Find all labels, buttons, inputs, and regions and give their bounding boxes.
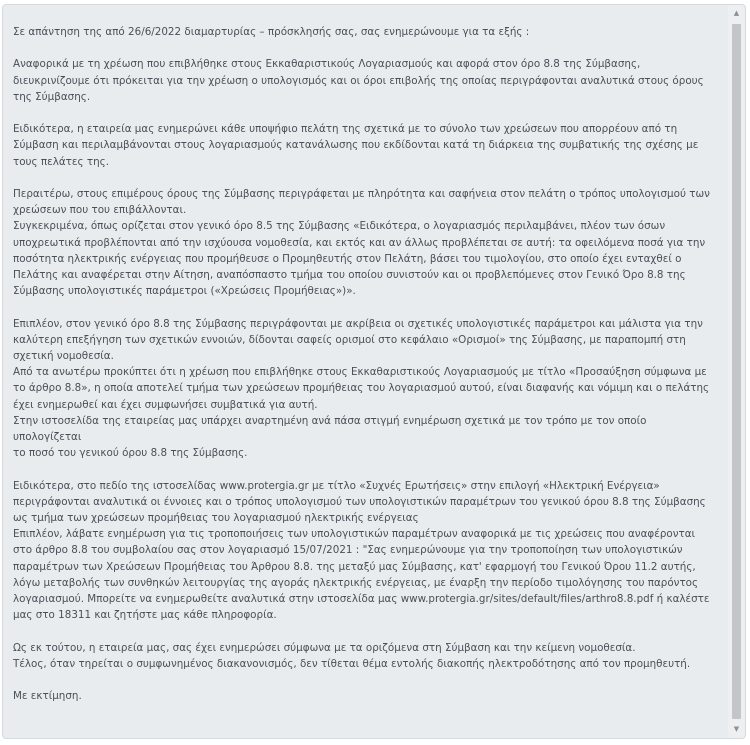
scroll-down-icon[interactable]: ▼	[733, 725, 740, 733]
paragraph-customer-info	[13, 121, 718, 170]
text-line: της Σύμβασης.	[13, 90, 91, 103]
reply-text-content[interactable]	[3, 5, 728, 738]
text-line: Σε απάντηση της από 26/6/2022 διαμαρτυρίας – πρόσκλησής σας, σας ενημερώνουμε για τα εξής :	[13, 26, 530, 38]
text-line: υποχρεωτικά προβλέπονται από την ισχύουσα νομοθεσία, και εκτός και αν άλλως προβλέπεται σε αυτή: τα οφειλόμενα ποσά για την	[13, 236, 706, 249]
text-line: Περαιτέρω, στους επιμέρους όρους της Σύμβασης περιγράφεται με πληρότητα και σαφήνεια στον πελάτη ο τρόπος υπολογισμού των	[13, 187, 710, 200]
text-line: το άρθρο 8.8», η οποία αποτελεί τμήμα των χρεώσεων προμήθειας του λογαριασμού αυτού, είναι διαφανής και νόμιμη και ο πελάτης	[13, 382, 710, 395]
text-line: περιγράφονται αναλυτικά οι έννοιες και ο τρόπος υπολογισμού των υπολογιστικών παραμέτρων του γενικού όρου 8.8 της Σύμβασης	[13, 495, 706, 508]
text-line: Αναφορικά με τη χρέωση που επιβλήθηκε στους Εκκαθαριστικούς Λογαριασμούς και αφορά στον όρο 8.8 της Σύμβασης,	[13, 58, 641, 71]
text-line: Πελάτης και αναφέρεται στην Αίτηση, αναπόσπαστο τμήμα του οποίου συνιστούν και οι προβλεπόμενες στον Γενικό Όρο 8.8 της	[13, 269, 686, 281]
paragraph-charge-reference	[13, 56, 718, 105]
text-line: λογαριασμού. Μπορείτε να ενημερωθείτε αναλυτικά στην ιστοσελίδα μας www.protergia.gr/sites/default/files/arthro8.8.pdf ή καλέστε	[13, 593, 710, 606]
paragraph-term-8-8	[13, 316, 718, 462]
text-line: ποσότητα ηλεκτρικής ενέργειας που προμήθευσε ο Προμηθευτής στον Πελάτη, βάσει του τιμολογίου, στο οποίο έχει ενταχθεί ο	[13, 252, 682, 265]
vertical-scrollbar[interactable]	[728, 5, 745, 738]
text-line: τους πελάτες της.	[13, 155, 109, 168]
reply-textarea[interactable]	[2, 4, 746, 739]
text-line: καλύτερη επεξήγηση των σχετικών εννοιών, δίδονται σαφείς ορισμοί στο κεφάλαιο «Ορισμοί» της Σύμβασης, με παραπομπή στη	[13, 333, 686, 346]
text-line: Σύμβαση και περιλαμβάνονται στους λογαριασμούς κατανάλωσης που εκδίδονται κατά τη διάρκεια της συμβατικής της σχέσης με	[13, 139, 699, 152]
text-line: χρεώσεων που του επιβάλλονται.	[13, 204, 187, 217]
text-line: Συγκεκριμένα, όπως ορίζεται στον γενικό όρο 8.5 της Σύμβασης «Ειδικότερα, ο λογαριασμός περιλαμβάνει, πλέον των όσων	[13, 220, 666, 233]
text-line: το ποσό του γενικού όρου 8.8 της Σύμβασης.	[13, 447, 248, 460]
text-line: Από τα ανωτέρω προκύπτει ότι η χρέωση που επιβλήθηκε στους Εκκαθαριστικούς Λογαριασμούς με τίτλο «Προσαύξηση σύμφωνα με	[13, 366, 707, 379]
text-line: έχει ενημερωθεί και έχει συμφωνήσει συμβατικά για αυτή.	[13, 398, 318, 411]
paragraph-website-info	[13, 478, 718, 624]
text-line: μας στο 18311 και ζητήστε μας κάθε πληροφορία.	[13, 609, 277, 622]
text-line: λόγω μεταβολής των συνθηκών λειτουργίας της αγοράς ηλεκτρικής ενέργειας, με έναρξη την περίοδο τιμολόγησης του παρόντος	[13, 576, 699, 589]
text-line: στο άρθρο 8.8 του συμβολαίου σας στον λογαριασμό 15/07/2021 : "Σας ενημερώνουμε για την τροποποίηση των υπολογιστικών	[13, 544, 683, 557]
text-line: Επιπλέον, στον γενικό όρο 8.8 της Σύμβασης περιγράφονται με ακρίβεια οι σχετικές υπολογιστικές παράμετροι και μάλιστα για την	[13, 317, 703, 330]
text-line: Ειδικότερα, στο πεδίο της ιστοσελίδας www.protergia.gr με τίτλο «Συχνές Ερωτήσεις» στην επιλογή «Ηλεκτρική Ενέργεια»	[13, 479, 660, 492]
text-line: Ειδικότερα, η εταιρεία μας ενημερώνει κάθε υποψήφιο πελάτη της σχετικά με το σύνολο των χρεώσεων που απορρέουν από τη	[13, 123, 678, 136]
scrollbar-thumb[interactable]	[732, 24, 741, 719]
paragraph-contract-terms	[13, 186, 718, 299]
text-line: Επιπλέον, λάβατε ενημέρωση για τις τροποποιήσεις των υπολογιστικών παραμέτρων αναφορικά με τις χρεώσεις που αναφέρονται	[13, 528, 696, 541]
text-line: σχετική νομοθεσία.	[13, 350, 114, 362]
text-line: διευκρινίζουμε ότι πρόκειται για την χρέωση ο υπολογισμός και οι όροι επιβολής της οποίας περιγράφονται αναλυτικά στους όρους	[13, 74, 704, 87]
scroll-up-icon[interactable]: ▲	[733, 9, 740, 17]
text-line: Σύμβασης υπολογιστικές παράμετροι («Χρεώσεις Προμήθειας»)».	[13, 285, 356, 298]
text-line: Τέλος, όταν τηρείται ο συμφωνημένος διακανονισμός, δεν τίθεται θέμα εντολής διακοπής ηλεκτροδότησης από τον προμηθευτή.	[13, 657, 691, 670]
paragraph-intro	[13, 24, 718, 40]
text-line: Στην ιστοσελίδα της εταιρείας μας υπάρχει αναρτημένη ανά πάσα στιγμή ενημέρωση σχετικά με τον τρόπο με τον οποίο υπολογίζεται	[13, 414, 647, 444]
text-line: Με εκτίμηση.	[13, 690, 82, 703]
paragraph-conclusion	[13, 640, 718, 672]
paragraph-signoff	[13, 688, 718, 704]
text-line: παραμέτρων των Χρεώσεων Προμήθειας του Άρθρου 8.8. της μεταξύ μας Σύμβασης, κατ' εφαρμογή του Γενικού Όρου 11.2 αυτής,	[13, 560, 696, 573]
text-line: ως τμήμα των χρεώσεων προμήθειας του λογαριασμού ηλεκτρικής ενέργειας	[13, 512, 419, 525]
text-line: Ως εκ τούτου, η εταιρεία μας, σας έχει ενημερώσει σύμφωνα με τα οριζόμενα στη Σύμβαση και την κείμενη νομοθεσία.	[13, 641, 636, 654]
